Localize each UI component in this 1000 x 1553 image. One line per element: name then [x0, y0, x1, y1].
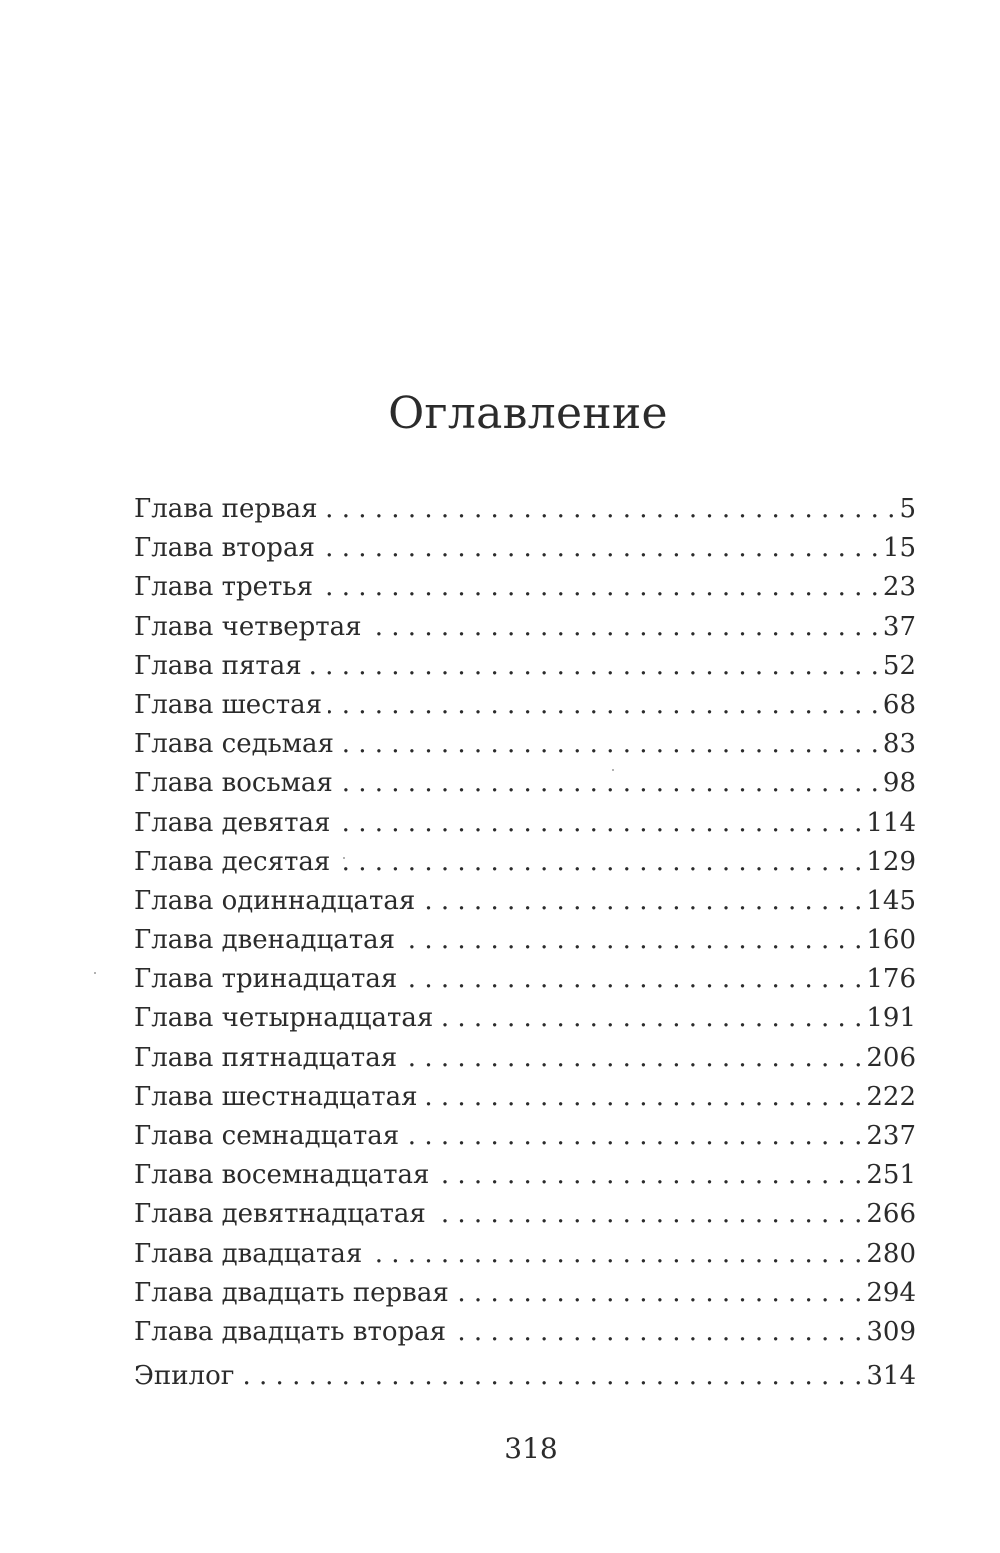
toc-entry-title: Глава восьмая [134, 768, 333, 799]
toc-entry-title: Глава одиннадцатая [134, 885, 416, 916]
toc-entry [134, 608, 916, 647]
toc-entry-page: 280 [866, 1238, 916, 1269]
dot-leader [401, 921, 862, 960]
toc-entry [134, 999, 916, 1038]
toc-entry [134, 843, 916, 882]
paper-speck [612, 769, 614, 771]
toc-entry-page: 237 [866, 1121, 916, 1151]
toc-entry [134, 1078, 916, 1117]
toc-entry-title: Глава четвертая [134, 611, 362, 642]
toc-entry-page: 52 [882, 650, 916, 681]
toc-entry [134, 764, 916, 803]
dot-leader [405, 1117, 862, 1156]
toc-entry-title: Глава шестнадцатая [134, 1081, 418, 1112]
toc-entry-title: Глава третья [134, 572, 313, 603]
toc-entry-page: 68 [882, 689, 916, 720]
toc-entry [134, 686, 916, 725]
dot-leader [324, 490, 896, 529]
toc-entry-page: 98 [882, 768, 916, 799]
toc-entry [134, 1156, 916, 1195]
toc-entry [134, 568, 916, 607]
dot-leader [403, 1039, 862, 1078]
dot-leader [368, 1235, 862, 1274]
paper-speck [343, 857, 345, 859]
dot-leader [321, 529, 879, 568]
toc-entry-title: Глава двадцать вторая [134, 1316, 447, 1347]
toc-entry [134, 725, 916, 764]
dot-leader [308, 647, 879, 686]
toc-entry-title: Глава восемнадцатая [134, 1160, 430, 1191]
toc-entry-epilogue [134, 1357, 916, 1396]
toc-entry-title: Глава девятнадцатая [134, 1199, 426, 1230]
toc-entry [134, 490, 916, 529]
dot-leader [340, 725, 879, 764]
toc-entry-page: 37 [882, 611, 916, 642]
toc-entry-title: Глава девятая [134, 807, 331, 838]
dot-leader [328, 686, 879, 725]
toc-entry [134, 1313, 916, 1352]
toc-entry-title: Глава двенадцатая [134, 925, 396, 956]
toc-entry-page: 222 [866, 1081, 916, 1112]
toc-entry-page: 23 [882, 572, 916, 603]
toc-entry-page: 294 [866, 1277, 916, 1308]
toc-entry-page: 314 [866, 1361, 916, 1392]
page-number: 318 [504, 1432, 558, 1465]
toc-entry-title: Глава тринадцатая [134, 964, 398, 995]
dot-leader [421, 882, 862, 921]
toc-entry-title: Глава пятая [134, 650, 302, 681]
toc-entry-page: 83 [882, 729, 916, 760]
toc-entry [134, 1195, 916, 1234]
dot-leader [439, 999, 862, 1038]
toc-entry [134, 1117, 916, 1156]
toc-entry-title: Глава двадцатая [134, 1238, 363, 1269]
toc-entry-page: 160 [866, 925, 916, 956]
dot-leader [368, 608, 879, 647]
toc-entry [134, 1039, 916, 1078]
table-of-contents [134, 490, 916, 1396]
toc-entry-page: 191 [866, 1003, 916, 1034]
dot-leader [424, 1078, 863, 1117]
toc-entry-page: 145 [866, 885, 916, 916]
toc-entry-page: 309 [866, 1316, 916, 1347]
dot-leader [452, 1313, 862, 1352]
toc-entry [134, 647, 916, 686]
toc-entry-title: Глава четырнадцатая [134, 1003, 434, 1034]
toc-entry-title: Глава пятнадцатая [134, 1042, 398, 1073]
toc-entry [134, 529, 916, 568]
toc-entry-page: 15 [882, 533, 916, 564]
toc-entry [134, 1274, 916, 1313]
toc-entry [134, 1235, 916, 1274]
dot-leader [336, 843, 862, 882]
toc-entry-title: Эпилог [134, 1361, 235, 1392]
toc-entry-title: Глава седьмая [134, 729, 334, 760]
toc-entry-page: 266 [866, 1199, 916, 1230]
toc-entry [134, 882, 916, 921]
toc-entry-title: Глава семнадцатая [134, 1121, 400, 1151]
dot-leader [339, 764, 879, 803]
toc-entry-page: 176 [866, 964, 916, 995]
dot-leader [336, 804, 862, 843]
toc-entry [134, 921, 916, 960]
toc-entry-page: 129 [866, 846, 916, 877]
paper-speck [94, 972, 96, 974]
toc-entry [134, 960, 916, 999]
toc-entry-page: 251 [866, 1160, 916, 1191]
toc-entry-title: Глава двадцать первая [134, 1277, 449, 1308]
page-title: Оглавление [388, 388, 668, 439]
toc-entry-title: Глава десятая [134, 846, 331, 877]
dot-leader [432, 1195, 863, 1234]
dot-leader [319, 568, 879, 607]
dot-leader [240, 1357, 862, 1396]
dot-leader [435, 1156, 862, 1195]
toc-entry-page: 5 [899, 494, 916, 524]
toc-entry-title: Глава вторая [134, 533, 315, 564]
toc-entry-page: 114 [866, 807, 916, 838]
toc-entry-page: 206 [866, 1042, 916, 1073]
dot-leader [403, 960, 862, 999]
dot-leader [455, 1274, 863, 1313]
toc-entry [134, 804, 916, 843]
toc-entry-title: Глава шестая [134, 689, 323, 720]
toc-entry-title: Глава первая [134, 494, 318, 524]
